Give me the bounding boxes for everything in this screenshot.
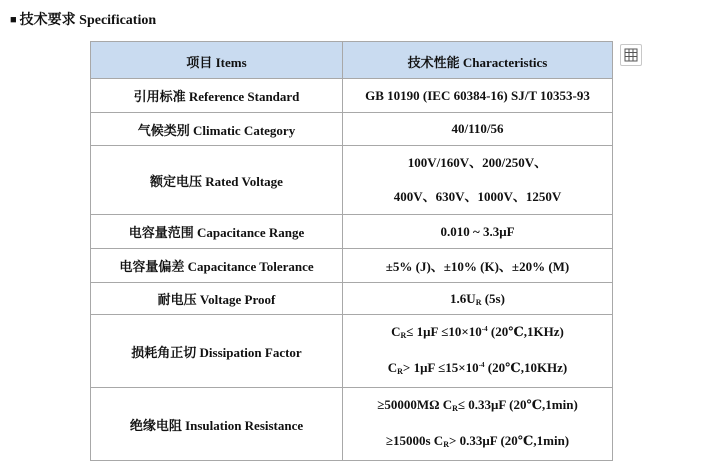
row-label-insulation: 绝缘电阻 Insulation Resistance: [91, 388, 343, 461]
insulation-line-2: [347, 424, 608, 460]
row-value-tolerance: ±5% (J)、±10% (K)、±20% (M): [343, 249, 613, 283]
df1-rest: (20℃,1KHz): [487, 324, 564, 339]
row-label-capacitance: 电容量范围 Capacitance Range: [91, 215, 343, 249]
ir1-pre: ≥50000MΩ C: [377, 397, 453, 412]
row-value-climatic: 40/110/56: [343, 113, 613, 146]
row-value-proof: [343, 283, 613, 315]
df2-c: C: [387, 360, 398, 375]
df2-cond: > 1μF ≤15×10: [402, 360, 479, 375]
ir2-sub: R: [443, 440, 449, 449]
heading-bullet: ■: [10, 14, 17, 26]
dissipation-line-2: [347, 351, 608, 387]
table-header-row: [91, 42, 613, 79]
ir1-post: ≤ 0.33μF (20℃,1min): [457, 397, 578, 412]
dissipation-line-1: [347, 315, 608, 351]
row-value-dissipation: [343, 315, 613, 388]
voltage-line-1: 100V/160V、200/250V、: [407, 155, 548, 170]
table-row: [91, 388, 613, 461]
copy-table-icon[interactable]: [620, 44, 642, 66]
row-value-voltage: [343, 146, 613, 215]
row-label-tolerance: 电容量偏差 Capacitance Tolerance: [91, 249, 343, 283]
row-label-reference: 引用标准 Reference Standard: [91, 79, 343, 113]
header-characteristics: 技术性能 Characteristics: [343, 42, 613, 79]
heading-text: 技术要求 Specification: [19, 13, 157, 28]
df2-sub: R: [397, 367, 403, 376]
row-value-reference: GB 10190 (IEC 60384-16) SJ/T 10353-93: [343, 79, 613, 113]
specification-table: [90, 41, 613, 461]
proof-post: (5s): [481, 290, 505, 306]
section-heading: [10, 9, 156, 29]
df2-exp: -4: [478, 361, 485, 369]
table-row: [91, 283, 613, 315]
table-row: [91, 113, 613, 146]
table-row: [91, 249, 613, 283]
row-label-climatic: 气候类别 Climatic Category: [91, 113, 343, 146]
insulation-line-1: [347, 388, 608, 424]
table-row: [91, 146, 613, 215]
df1-sub: R: [400, 331, 407, 340]
ir1-sub: R: [452, 404, 458, 413]
table-row: [91, 79, 613, 113]
proof-pre: 1.6U: [450, 290, 476, 306]
table-row: [91, 315, 613, 388]
df1-exp: -4: [481, 325, 488, 333]
row-label-dissipation: 损耗角正切 Dissipation Factor: [91, 315, 343, 388]
df1-c: C: [391, 324, 401, 339]
voltage-line-2: 400V、630V、1000V、1250V: [393, 189, 562, 204]
row-value-capacitance: 0.010 ~ 3.3μF: [343, 215, 613, 249]
row-label-voltage: 额定电压 Rated Voltage: [91, 146, 343, 215]
row-value-insulation: [343, 388, 613, 461]
df1-cond: ≤ 1μF ≤10×10: [406, 324, 482, 339]
copy-table-glyph: [624, 48, 638, 62]
proof-sub: R: [475, 297, 482, 307]
ir2-pre: ≥15000s C: [385, 433, 444, 448]
table-row: [91, 215, 613, 249]
row-label-proof: 耐电压 Voltage Proof: [91, 283, 343, 315]
ir2-post: > 0.33μF (20℃,1min): [448, 433, 570, 448]
header-items: 项目 Items: [91, 42, 343, 79]
df2-rest: (20℃,10KHz): [484, 360, 568, 375]
